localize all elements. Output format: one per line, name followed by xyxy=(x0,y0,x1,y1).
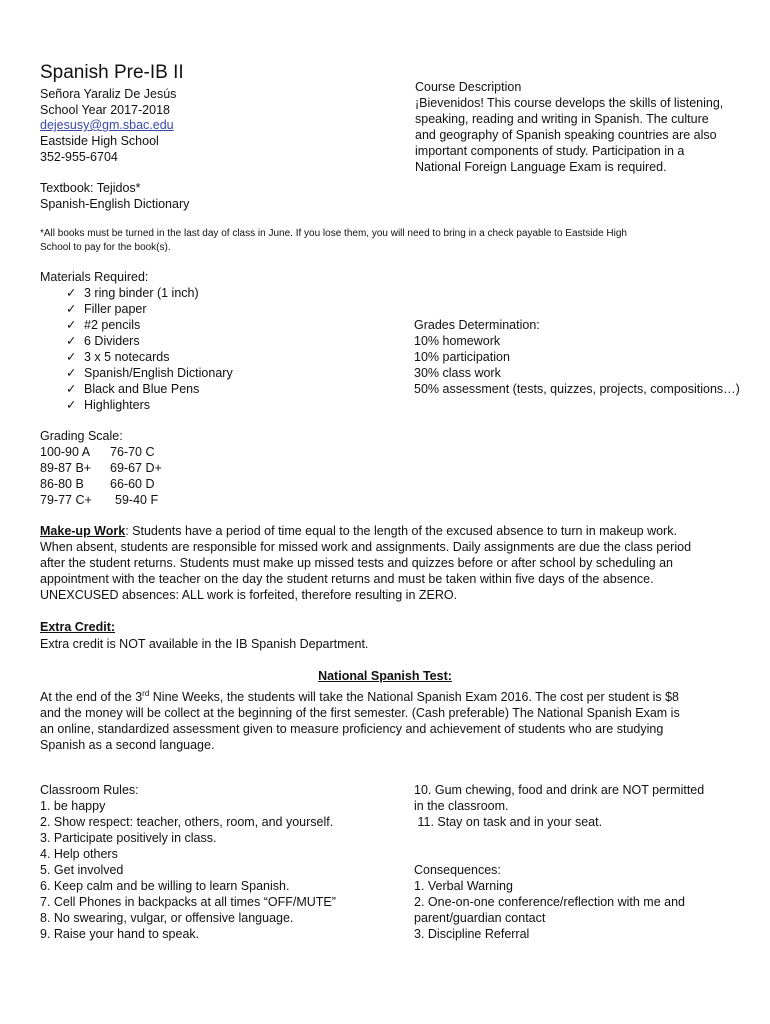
materials-list xyxy=(66,285,233,413)
list-item: 10% homework xyxy=(414,334,501,348)
grade-row: 86-80 B 66-60 D xyxy=(40,477,155,491)
course-line: and geography of Spanish speaking countries are also xyxy=(415,128,717,142)
list-item: 10. Gum chewing, food and drink are NOT permitted xyxy=(414,783,705,797)
makeup-line: When absent, students are responsible for missed work and assignments. Daily assignments are due the class period xyxy=(40,540,692,554)
checkmark-icon: ✓ xyxy=(66,382,77,396)
grading-scale-heading: Grading Scale: xyxy=(40,429,123,443)
makeup-label: Make-up Work xyxy=(40,524,126,538)
list-item: 1. Verbal Warning xyxy=(414,879,513,893)
page-title: Spanish Pre-IB II xyxy=(40,62,184,83)
rules-heading: Classroom Rules: xyxy=(40,783,139,797)
list-item: 50% assessment (tests, quizzes, projects, compositions…) xyxy=(414,382,740,396)
books-note-line: *All books must be turned in the last day of class in June. If you lose them, you will need to bring in a check payable to Eastside High xyxy=(40,228,627,239)
grade-row: 89-87 B+ 69-67 D+ xyxy=(40,461,162,475)
grading-scale xyxy=(40,444,162,508)
makeup-line: after the student returns. Students must make up missed tests and quizzes before or after school by scheduling an xyxy=(40,556,673,570)
national-line: an online, standardized assessment given to measure proficiency and achievement of students who are studying xyxy=(40,722,664,737)
list-item: 4. Help others xyxy=(40,847,118,861)
list-item: 10% participation xyxy=(414,350,510,364)
list-item: ✓ 3 ring binder (1 inch) xyxy=(66,286,199,300)
list-item: 3. Participate positively in class. xyxy=(40,831,217,845)
list-item: in the classroom. xyxy=(414,799,509,813)
list-item: 30% class work xyxy=(414,366,501,380)
list-item: 8. No swearing, vulgar, or offensive language. xyxy=(40,911,294,925)
grade-row: 79-77 C+ 59-40 F xyxy=(40,493,159,507)
books-note-line: School to pay for the book(s). xyxy=(40,242,171,253)
list-item: 5. Get involved xyxy=(40,863,124,877)
list-item: ✓ Filler paper xyxy=(66,302,147,316)
dictionary-line: Spanish-English Dictionary xyxy=(40,197,190,211)
consequences-heading: Consequences: xyxy=(414,863,501,877)
checkmark-icon: ✓ xyxy=(66,286,77,300)
national-test-heading: National Spanish Test: xyxy=(318,669,452,683)
list-item: ✓ #2 pencils xyxy=(66,318,141,332)
list-item: 2. Show respect: teacher, others, room, and yourself. xyxy=(40,815,334,829)
list-item: 9. Raise your hand to speak. xyxy=(40,927,200,941)
course-line: speaking, reading and writing in Spanish. The culture xyxy=(415,112,709,126)
extra-credit-text: Extra credit is NOT available in the IB Spanish Department. xyxy=(40,637,369,651)
grade-row: 100-90 A 76-70 C xyxy=(40,445,155,459)
list-item: 11. Stay on task and in your seat. xyxy=(414,815,603,829)
course-description-heading: Course Description xyxy=(415,80,522,94)
textbook-line: Textbook: Tejidos* xyxy=(40,181,141,195)
grades-heading: Grades Determination: xyxy=(414,318,540,332)
national-line: and the money will be collect at the beginning of the first semester. (Cash preferable) The National Spanish Exam is xyxy=(40,706,680,721)
teacher-name: Señora Yaraliz De Jesús xyxy=(40,87,177,101)
rules-list xyxy=(40,798,336,942)
makeup-line: appointment with the teacher on the day the student returns and must be taken within five days of the absence. xyxy=(40,572,654,586)
makeup-section xyxy=(40,523,691,603)
extra-credit-label: Extra Credit: xyxy=(40,620,116,634)
list-item: ✓ Highlighters xyxy=(66,398,151,412)
list-item: 3. Discipline Referral xyxy=(414,927,530,941)
checkmark-icon: ✓ xyxy=(66,318,77,332)
makeup-line: UNEXCUSED absences: ALL work is forfeited, therefore resulting in ZERO. xyxy=(40,588,458,602)
checkmark-icon: ✓ xyxy=(66,302,77,316)
list-item: 6. Keep calm and be willing to learn Spanish. xyxy=(40,879,290,893)
rules-list-continued xyxy=(414,782,704,830)
course-description-body xyxy=(415,95,723,175)
list-item: 2. One-on-one conference/reflection with me and xyxy=(414,895,685,909)
phone-number: 352-955-6704 xyxy=(40,150,118,164)
list-item: parent/guardian contact xyxy=(414,911,546,925)
course-line: National Foreign Language Exam is required. xyxy=(415,160,667,174)
checkmark-icon: ✓ xyxy=(66,350,77,364)
list-item: 1. be happy xyxy=(40,799,106,813)
course-line: ¡Bievenidos! This course develops the skills of listening, xyxy=(415,96,724,110)
course-line: important components of study. Participation in a xyxy=(415,144,685,158)
consequences-list xyxy=(414,878,685,942)
school-name: Eastside High School xyxy=(40,134,159,148)
checkmark-icon: ✓ xyxy=(66,334,77,348)
list-item: ✓ 6 Dividers xyxy=(66,334,140,348)
national-line: At the end of the 3rd Nine Weeks, the students will take the National Spanish Exam 2016. The cost per student is $8 xyxy=(40,689,679,705)
makeup-first-line: Make-up Work: Students have a period of time equal to the length of the excused absence to turn in makeup work. xyxy=(40,524,677,538)
materials-heading: Materials Required: xyxy=(40,270,149,284)
email-link[interactable]: dejesusy@gm.sbac.edu xyxy=(40,118,174,132)
list-item: ✓ Spanish/English Dictionary xyxy=(66,366,233,380)
national-line: Spanish as a second language. xyxy=(40,738,215,753)
list-item: 7. Cell Phones in backpacks at all times “OFF/MUTE” xyxy=(40,895,336,909)
national-test-body xyxy=(40,686,680,753)
school-year: School Year 2017-2018 xyxy=(40,103,170,117)
list-item: ✓ Black and Blue Pens xyxy=(66,382,200,396)
checkmark-icon: ✓ xyxy=(66,366,77,380)
list-item: ✓ 3 x 5 notecards xyxy=(66,350,170,364)
grades-list xyxy=(414,333,740,397)
checkmark-icon: ✓ xyxy=(66,398,77,412)
